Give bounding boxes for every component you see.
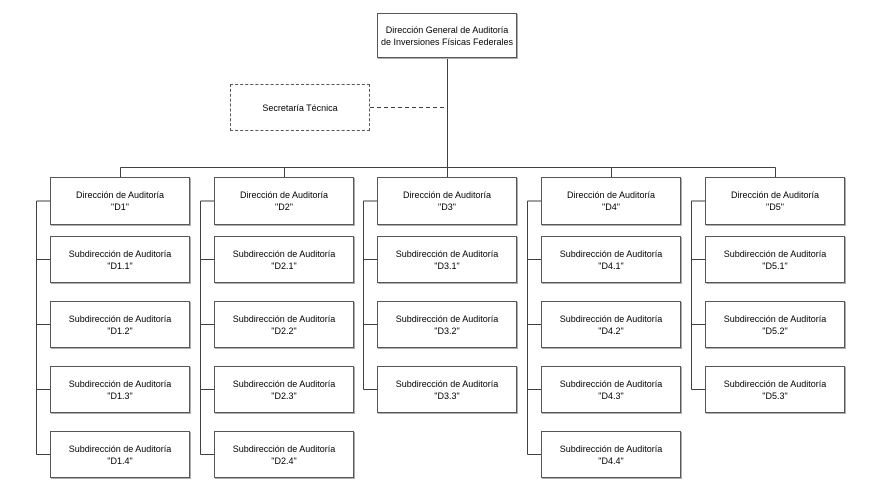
org-box-title-line: Subdirección de Auditoría bbox=[68, 378, 172, 389]
org-box-title-line: Subdirección de Auditoría bbox=[723, 313, 827, 324]
org-box-subdireccion-d2-3 bbox=[214, 366, 354, 413]
org-box-subdireccion-d3-3 bbox=[377, 366, 517, 413]
org-box-code-line: "D2.3" bbox=[271, 390, 297, 401]
org-box-code-line: "D3.1" bbox=[434, 260, 460, 271]
org-box-code-line: "D5.2" bbox=[762, 325, 788, 336]
org-box-code-line: "D4.3" bbox=[598, 390, 624, 401]
org-box-title-line: Dirección de Auditoría bbox=[239, 190, 329, 200]
org-box-title-line: de Inversiones Físicas Federales bbox=[380, 36, 514, 47]
org-box-subdireccion-d4-4 bbox=[541, 431, 681, 478]
org-box-title-line: Subdirección de Auditoría bbox=[68, 248, 172, 259]
org-box-subdireccion-d5-3 bbox=[705, 366, 845, 413]
org-box-subdireccion-d1-2 bbox=[50, 301, 190, 348]
org-box-title-line: Subdirección de Auditoría bbox=[559, 443, 663, 454]
org-box-code-line: "D3.2" bbox=[434, 325, 460, 336]
org-box-direccion-d2 bbox=[214, 177, 354, 225]
org-box-title-line: Dirección de Auditoría bbox=[566, 190, 656, 200]
org-box-code-line: "D3" bbox=[438, 202, 456, 212]
org-box-direccion-d3 bbox=[377, 177, 517, 225]
org-box-direccion-d4 bbox=[541, 177, 681, 225]
org-box-code-line: "D4" bbox=[602, 202, 620, 212]
org-box-subdireccion-d3-1 bbox=[377, 236, 517, 283]
org-box-title-line: Subdirección de Auditoría bbox=[559, 248, 663, 259]
org-box-title-line: Subdirección de Auditoría bbox=[232, 248, 336, 259]
branch-rail bbox=[121, 168, 776, 178]
org-box-title-line: Subdirección de Auditoría bbox=[395, 378, 499, 389]
org-box-subdireccion-d1-3 bbox=[50, 366, 190, 413]
org-box-code-line: "D2.1" bbox=[271, 260, 297, 271]
org-box-code-line: "D2.4" bbox=[271, 455, 297, 466]
org-box-title-line: Subdirección de Auditoría bbox=[68, 443, 172, 454]
org-box-code-line: "D2.2" bbox=[271, 325, 297, 336]
org-box-title-line: Dirección de Auditoría bbox=[730, 190, 820, 200]
org-box-title-line: Dirección de Auditoría bbox=[402, 190, 492, 200]
org-box-subdireccion-d4-3 bbox=[541, 366, 681, 413]
org-box-title-line: Subdirección de Auditoría bbox=[232, 378, 336, 389]
org-box-title-line: Subdirección de Auditoría bbox=[723, 378, 827, 389]
org-box-title-line: Dirección General de Auditoría bbox=[385, 24, 509, 35]
org-box-code-line: "D4.4" bbox=[598, 455, 624, 466]
org-box-subdireccion-d3-2 bbox=[377, 301, 517, 348]
org-box-code-line: "D1.3" bbox=[107, 390, 133, 401]
org-box-direccion-general bbox=[377, 13, 517, 58]
org-box-code-line: "D2" bbox=[275, 202, 293, 212]
org-box-title-line: Subdirección de Auditoría bbox=[395, 248, 499, 259]
org-box-direccion-d5 bbox=[705, 177, 845, 225]
org-box-code-line: "D5.3" bbox=[762, 390, 788, 401]
org-box-subdireccion-d1-4 bbox=[50, 431, 190, 478]
org-box-code-line: "D3.3" bbox=[434, 390, 460, 401]
org-box-code-line: "D5" bbox=[766, 202, 784, 212]
org-box-title-line: Subdirección de Auditoría bbox=[68, 313, 172, 324]
org-box-title-line: Subdirección de Auditoría bbox=[232, 313, 336, 324]
org-box-title-line: Subdirección de Auditoría bbox=[395, 313, 499, 324]
org-box-subdireccion-d1-1 bbox=[50, 236, 190, 283]
org-box-subdireccion-d4-1 bbox=[541, 236, 681, 283]
org-box-title-line: Subdirección de Auditoría bbox=[232, 443, 336, 454]
org-box-code-line: "D1.1" bbox=[107, 260, 133, 271]
org-box-code-line: "D1.2" bbox=[107, 325, 133, 336]
org-box-title-line: Dirección de Auditoría bbox=[75, 190, 165, 200]
org-box-title-line: Subdirección de Auditoría bbox=[559, 378, 663, 389]
org-box-title-line: Subdirección de Auditoría bbox=[559, 313, 663, 324]
org-box-subdireccion-d5-1 bbox=[705, 236, 845, 283]
org-box-title-line: Secretaría Técnica bbox=[262, 102, 338, 113]
org-box-code-line: "D5.1" bbox=[762, 260, 788, 271]
org-box-code-line: "D4.2" bbox=[598, 325, 624, 336]
org-box-subdireccion-d4-2 bbox=[541, 301, 681, 348]
org-box-direccion-d1 bbox=[50, 177, 190, 225]
org-box-subdireccion-d2-2 bbox=[214, 301, 354, 348]
org-box-code-line: "D1.4" bbox=[107, 455, 133, 466]
org-box-subdireccion-d5-2 bbox=[705, 301, 845, 348]
org-box-title-line: Subdirección de Auditoría bbox=[723, 248, 827, 259]
org-box-subdireccion-d2-4 bbox=[214, 431, 354, 478]
org-box-secretaria-tecnica bbox=[230, 84, 370, 131]
org-box-code-line: "D4.1" bbox=[598, 260, 624, 271]
org-box-code-line: "D1" bbox=[111, 202, 129, 212]
org-box-subdireccion-d2-1 bbox=[214, 236, 354, 283]
